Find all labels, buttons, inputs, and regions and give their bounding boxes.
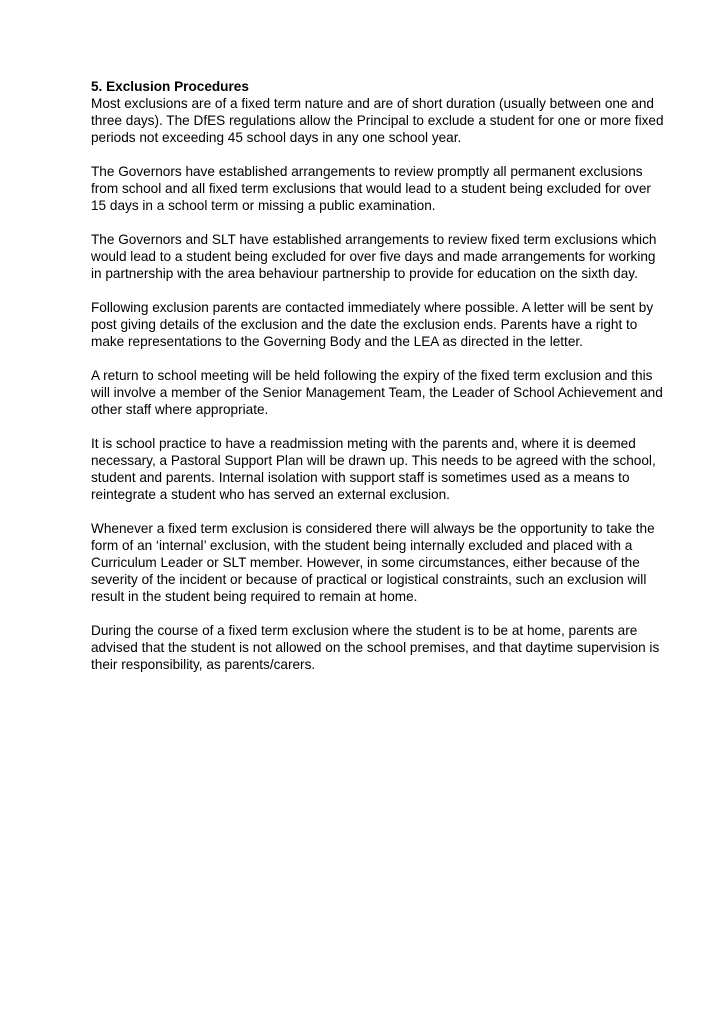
paragraph-8: During the course of a fixed term exclusion where the student is to be at home, parents are advised that the student is not allowed on the school premises, and that daytime supervision is their responsibility, as parents/carers. [91,623,660,672]
paragraph-5: A return to school meeting will be held following the expiry of the fixed term exclusion and this will involve a member of the Senior Management Team, the Leader of School Achievement and other staff where appropriate. [91,368,663,417]
paragraph-3: The Governors and SLT have established arrangements to review fixed term exclusions which would lead to a student being excluded for over five days and made arrangements for working in partnership with the area behaviour partnership to provide for education on the sixth day. [91,232,657,281]
paragraph-7: Whenever a fixed term exclusion is considered there will always be the opportunity to take the form of an ‘internal’ exclusion, with the student being internally excluded and placed with a Curriculum Leader or SLT member. However, in some circumstances, either because of the severity of the incident or because of practical or logistical constraints, such an exclusion will result in the student being required to remain at home. [91,521,655,604]
paragraph-4: Following exclusion parents are contacted immediately where possible. A letter will be sent by post giving details of the exclusion and the date the exclusion ends. Parents have a right to make representations to the Governing Body and the LEA as directed in the letter. [91,300,654,349]
paragraph-6: It is school practice to have a readmission meting with the parents and, where it is deemed necessary, a Pastoral Support Plan will be drawn up. This needs to be agreed with the school, student and parents. Internal isolation with support staff is sometimes used as a means to reintegrate a student who has served an external exclusion. [91,436,656,502]
section-heading: 5. Exclusion Procedures [91,79,249,94]
document-body [91,78,666,690]
paragraph-1: Most exclusions are of a fixed term nature and are of short duration (usually between one and three days). The DfES regulations allow the Principal to exclude a student for one or more fixed periods not exceeding 45 school days in any one school year. [91,96,664,145]
paragraph-2: The Governors have established arrangements to review promptly all permanent exclusions from school and all fixed term exclusions that would lead to a student being excluded for over 15 days in a school term or missing a public examination. [91,164,651,213]
